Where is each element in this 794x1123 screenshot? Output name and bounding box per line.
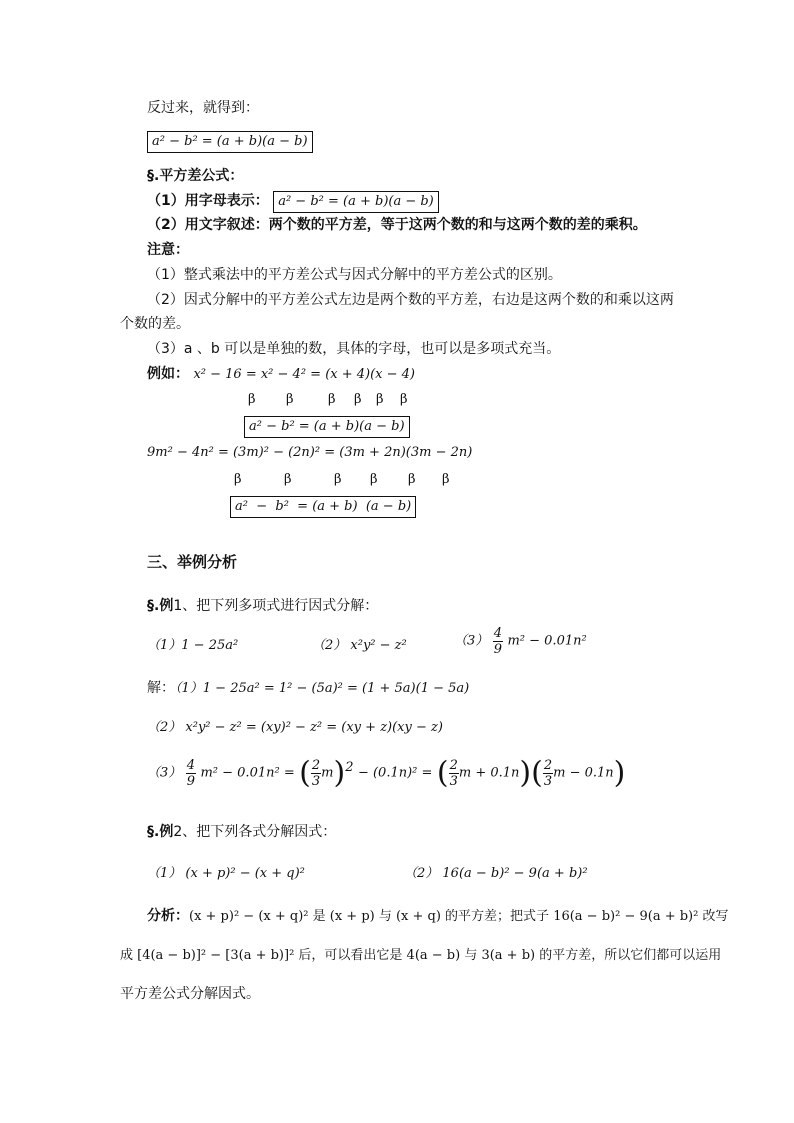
fraction-denominator: 9 <box>493 642 503 657</box>
arrow-1-3: β <box>328 392 336 407</box>
example2-problem2: （2） 16(a − b)² − 9(a + b)² <box>404 866 588 881</box>
example1-title-b: 1、把下列多项式进行因式分解： <box>173 598 379 614</box>
analysis-text-1: (x + p)² − (x + q)² 是 (x + p) 与 (x + q) 的平方差；把式子 16(a − b)² − 9(a + b)² 改写 <box>189 909 729 924</box>
fraction-4-9 <box>493 626 503 657</box>
solution3-part3: m + 0.1n <box>458 765 520 781</box>
section3-title: 三、举例分析 <box>147 553 238 571</box>
arrows-row-2 <box>234 470 462 490</box>
arrow-1-6: β <box>400 392 408 407</box>
example-eq2: 9m² − 4n² = (3m)² − (2n)² = (3m + 2n)(3m − 2n) <box>147 445 473 460</box>
note-1: （1）整式乘法中的平方差公式与因式分解中的平方差公式的区别。 <box>147 267 562 283</box>
example2-problem1: （1） (x + p)² − (x + q)² <box>147 866 305 881</box>
fraction-4-9-sol <box>186 758 196 789</box>
fraction-numerator: 4 <box>493 626 503 641</box>
arrow-2-6: β <box>442 472 450 487</box>
paren-open: ( <box>299 755 311 791</box>
solution3-label: （3） <box>147 765 182 781</box>
analysis-line-3: 平方差公式分解因式。 <box>120 986 260 1002</box>
arrow-1-5: β <box>376 392 384 407</box>
fraction-2-3-label: m <box>321 765 334 781</box>
example1-solution1 <box>147 678 469 699</box>
example2-title-a: §.例 <box>147 824 174 840</box>
fraction-numerator: 2 <box>311 758 321 773</box>
formula-item1 <box>147 191 439 213</box>
analysis-label: 分析： <box>147 908 189 924</box>
intro-text: 反过来，就得到： <box>147 100 259 116</box>
formula-item2-label: （2）用文字叙述： <box>147 217 269 233</box>
example-eq1-text: x² − 16 = x² − 4² = (x + 4)(x − 4) <box>193 367 415 382</box>
example1-solution3 <box>147 755 626 802</box>
formula-section-title: §.平方差公式： <box>147 168 244 184</box>
fraction-numerator: 2 <box>543 758 553 773</box>
formula-item1-box: a² − b² = (a + b)(a − b) <box>273 191 439 213</box>
solution-label: 解： <box>147 680 175 696</box>
arrow-2-1: β <box>234 472 242 487</box>
fraction-denominator: 3 <box>311 774 321 789</box>
example-box1 <box>244 416 410 438</box>
superscript-2: 2 <box>345 760 354 775</box>
arrow-2-5: β <box>408 472 416 487</box>
formula-main-box: a² − b² = (a + b)(a − b) <box>147 131 313 153</box>
example1-problem3-rest: m² − 0.01n² <box>507 633 587 649</box>
solution3-part1: m² − 0.01n² = <box>200 765 295 781</box>
arrow-1-4: β <box>354 392 362 407</box>
arrow-2-2: β <box>284 472 292 487</box>
solution1-text: （1）1 − 25a² = 1² − (5a)² = (1 + 5a)(1 − 5a) <box>175 681 470 696</box>
note-title: 注意： <box>147 242 189 258</box>
paren-close-2: ) <box>519 755 532 791</box>
arrow-1-2: β <box>286 392 294 407</box>
arrow-2-4: β <box>370 472 378 487</box>
arrow-2-3: β <box>334 472 342 487</box>
paren-open-3: ( <box>531 755 543 791</box>
fraction-numerator: 2 <box>449 758 458 773</box>
solution3-part4: m − 0.1n <box>553 765 614 781</box>
fraction-denominator: 3 <box>449 774 458 789</box>
example-box2-formula: a² − b² = (a + b) (a − b) <box>230 496 416 518</box>
example1-title-a: §.例 <box>147 598 174 614</box>
solution3-part2: − (0.1n)² = <box>357 765 433 781</box>
fraction-2-3-b <box>449 758 459 789</box>
example-box2 <box>230 496 416 518</box>
note-2-cont: 个数的差。 <box>120 316 190 332</box>
formula-item2-text: 两个数的平方差，等于这两个数的和与这两个数的差的乘积。 <box>268 217 647 233</box>
example1-solution2: （2） x²y² − z² = (xy)² − z² = (xy + z)(xy − z) <box>147 720 443 735</box>
fraction-2-3 <box>311 758 321 789</box>
arrows-row-1 <box>248 390 420 410</box>
paren-close: ) <box>333 755 346 791</box>
fraction-denominator: 9 <box>186 774 196 789</box>
note-2: （2）因式分解中的平方差公式左边是两个数的平方差，右边是这两个数的和乘以这两 <box>147 292 674 308</box>
example2-title-b: 2、把下列各式分解因式： <box>173 824 337 840</box>
example1-title <box>147 596 378 616</box>
example-label: 例如： <box>147 366 189 382</box>
example2-title <box>147 822 336 842</box>
note-3: （3）a 、b 可以是单独的数，具体的字母，也可以是多项式充当。 <box>147 341 561 357</box>
analysis-line-2: 成 [4(a − b)]² − [3(a + b)]² 后，可以看出它是 4(a − b) 与 3(a + b) 的平方差，所以它们都可以运用 <box>120 948 722 963</box>
paren-close-3: ) <box>613 755 626 791</box>
formula-item2 <box>147 215 647 235</box>
formula-item1-label: （1）用字母表示： <box>147 193 269 209</box>
example1-problem2: （2） x²y² − z² <box>312 638 407 653</box>
arrow-1-1: β <box>248 392 256 407</box>
fraction-2-3-c <box>543 758 553 789</box>
fraction-denominator: 3 <box>543 774 553 789</box>
example1-problem3 <box>454 626 587 666</box>
example-box1-formula: a² − b² = (a + b)(a − b) <box>244 416 410 438</box>
example1-problem1: （1）1 − 25a² <box>147 638 239 653</box>
analysis-line-1 <box>147 906 728 927</box>
paren-open-2: ( <box>436 755 449 791</box>
formula-main <box>147 131 313 153</box>
fraction-numerator: 4 <box>186 758 196 773</box>
example1-problem3-label: （3） <box>454 633 489 649</box>
example-eq1 <box>147 364 415 385</box>
